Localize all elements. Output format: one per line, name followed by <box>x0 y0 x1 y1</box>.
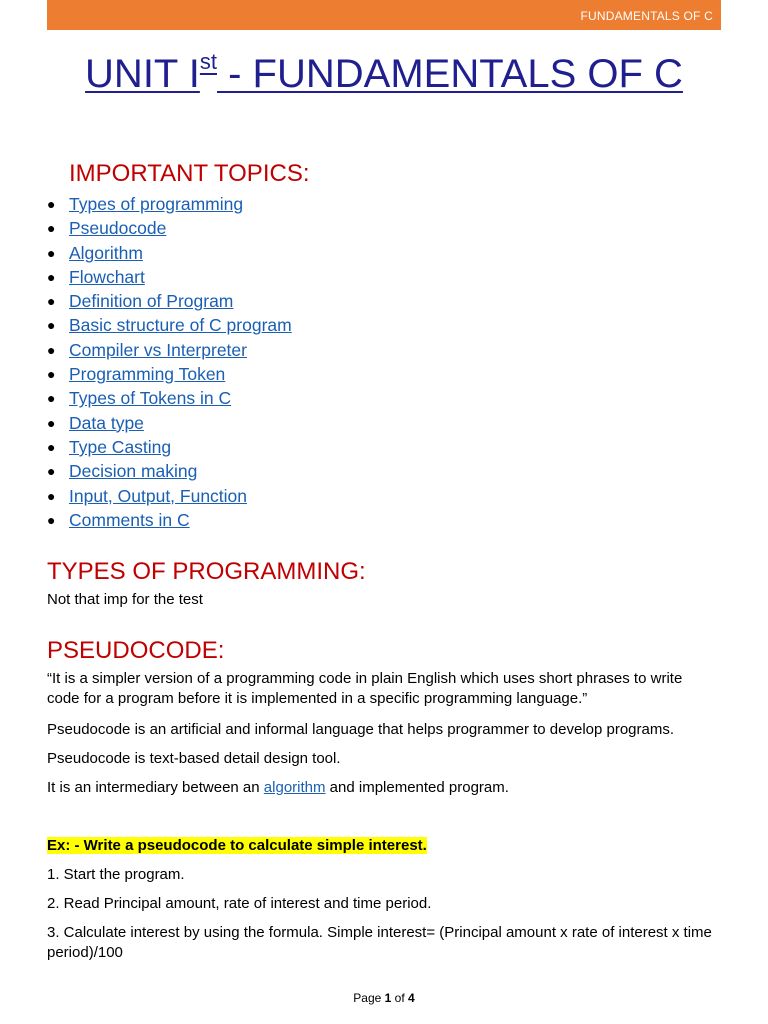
algorithm-link[interactable]: algorithm <box>263 779 326 796</box>
header-title: FUNDAMENTALS OF C <box>580 9 713 23</box>
topic-link[interactable]: Input, Output, Function <box>69 485 248 506</box>
topic-link[interactable]: Types of programming <box>69 194 244 214</box>
step-3: 3. Calculate interest by using the formula. Simple interest= (Principal amount x rate of interest x time period)/100 <box>47 924 712 961</box>
pseudocode-paragraph-2: Pseudocode is text-based detail design tool. <box>47 750 341 767</box>
topic-list-item <box>47 193 292 217</box>
page-title-suffix: - FUNDAMENTALS OF C <box>217 52 683 96</box>
topic-link[interactable]: Compiler vs Interpreter <box>69 339 247 360</box>
page-title <box>0 48 768 97</box>
topic-link[interactable]: Data type <box>69 412 144 433</box>
topic-list-item <box>47 290 292 314</box>
topic-list-item <box>47 436 292 460</box>
topic-link[interactable]: Decision making <box>69 461 198 482</box>
topic-list-item <box>47 509 292 533</box>
topic-list <box>47 193 292 533</box>
pseudocode-quote: “It is a simpler version of a programming code in plain English which uses short phrases to write code for a program before it is implemented in a specific programming language.” <box>47 670 683 707</box>
topic-list-item <box>47 460 292 484</box>
topic-list-item <box>47 314 292 338</box>
bullet-icon: ● <box>47 463 56 480</box>
bullet-icon: ● <box>47 366 56 383</box>
bullet-icon: ● <box>47 293 56 310</box>
bullet-icon: ● <box>47 487 56 504</box>
topic-link[interactable]: Comments in C <box>69 509 190 530</box>
pseudocode-paragraph-3 <box>47 778 712 798</box>
bullet-icon: ● <box>47 511 56 528</box>
pseudocode-p3-after: and implemented program. <box>325 779 509 796</box>
topic-link[interactable]: Types of Tokens in C <box>69 388 232 409</box>
header-bar <box>47 0 721 30</box>
topic-list-item <box>47 485 292 509</box>
bullet-icon: ● <box>47 196 56 212</box>
topic-link[interactable]: Pseudocode <box>69 218 167 239</box>
example-line <box>47 836 712 856</box>
topic-list-item <box>47 363 292 387</box>
step-2: 2. Read Principal amount, rate of interest and time period. <box>47 895 432 912</box>
footer-page-total: 4 <box>408 991 415 1005</box>
page-title-superscript: st <box>199 48 217 74</box>
topic-list-item <box>47 266 292 290</box>
topic-list-item <box>47 387 292 411</box>
page-footer <box>0 991 768 1005</box>
topic-link[interactable]: Algorithm <box>69 242 143 263</box>
topic-link[interactable]: Type Casting <box>69 436 172 457</box>
pseudocode-heading: PSEUDOCODE: <box>47 637 225 664</box>
bullet-icon: ● <box>47 341 56 358</box>
types-of-programming-note: Not that imp for the test <box>47 591 203 608</box>
topic-link[interactable]: Definition of Program <box>69 291 234 312</box>
bullet-icon: ● <box>47 438 56 455</box>
pseudocode-paragraph-1: Pseudocode is an artificial and informal language that helps programmer to develop programs. <box>47 721 675 738</box>
topic-link[interactable]: Basic structure of C program <box>69 315 292 336</box>
bullet-icon: ● <box>47 268 56 285</box>
footer-of-word: of <box>391 991 409 1005</box>
topic-link[interactable]: Programming Token <box>69 364 226 385</box>
bullet-icon: ● <box>47 220 56 237</box>
topic-list-item <box>47 339 292 363</box>
bullet-icon: ● <box>47 390 56 407</box>
bullet-icon: ● <box>47 414 56 431</box>
bullet-icon: ● <box>47 244 56 261</box>
pseudocode-p3-before: It is an intermediary between an <box>47 779 264 796</box>
step-1: 1. Start the program. <box>47 866 185 883</box>
important-topics-heading: IMPORTANT TOPICS: <box>69 160 310 187</box>
page-title-prefix: UNIT I <box>85 52 200 96</box>
footer-page-word: Page <box>353 991 385 1005</box>
topic-list-item <box>47 217 292 241</box>
bullet-icon: ● <box>47 317 56 334</box>
topic-list-item <box>47 412 292 436</box>
example-highlight: Ex: - Write a pseudocode to calculate simple interest. <box>47 837 427 854</box>
topic-link[interactable]: Flowchart <box>69 266 145 287</box>
topic-list-item <box>47 242 292 266</box>
footer-page-number: 1 <box>384 991 392 1005</box>
types-of-programming-heading: TYPES OF PROGRAMMING: <box>47 558 366 585</box>
